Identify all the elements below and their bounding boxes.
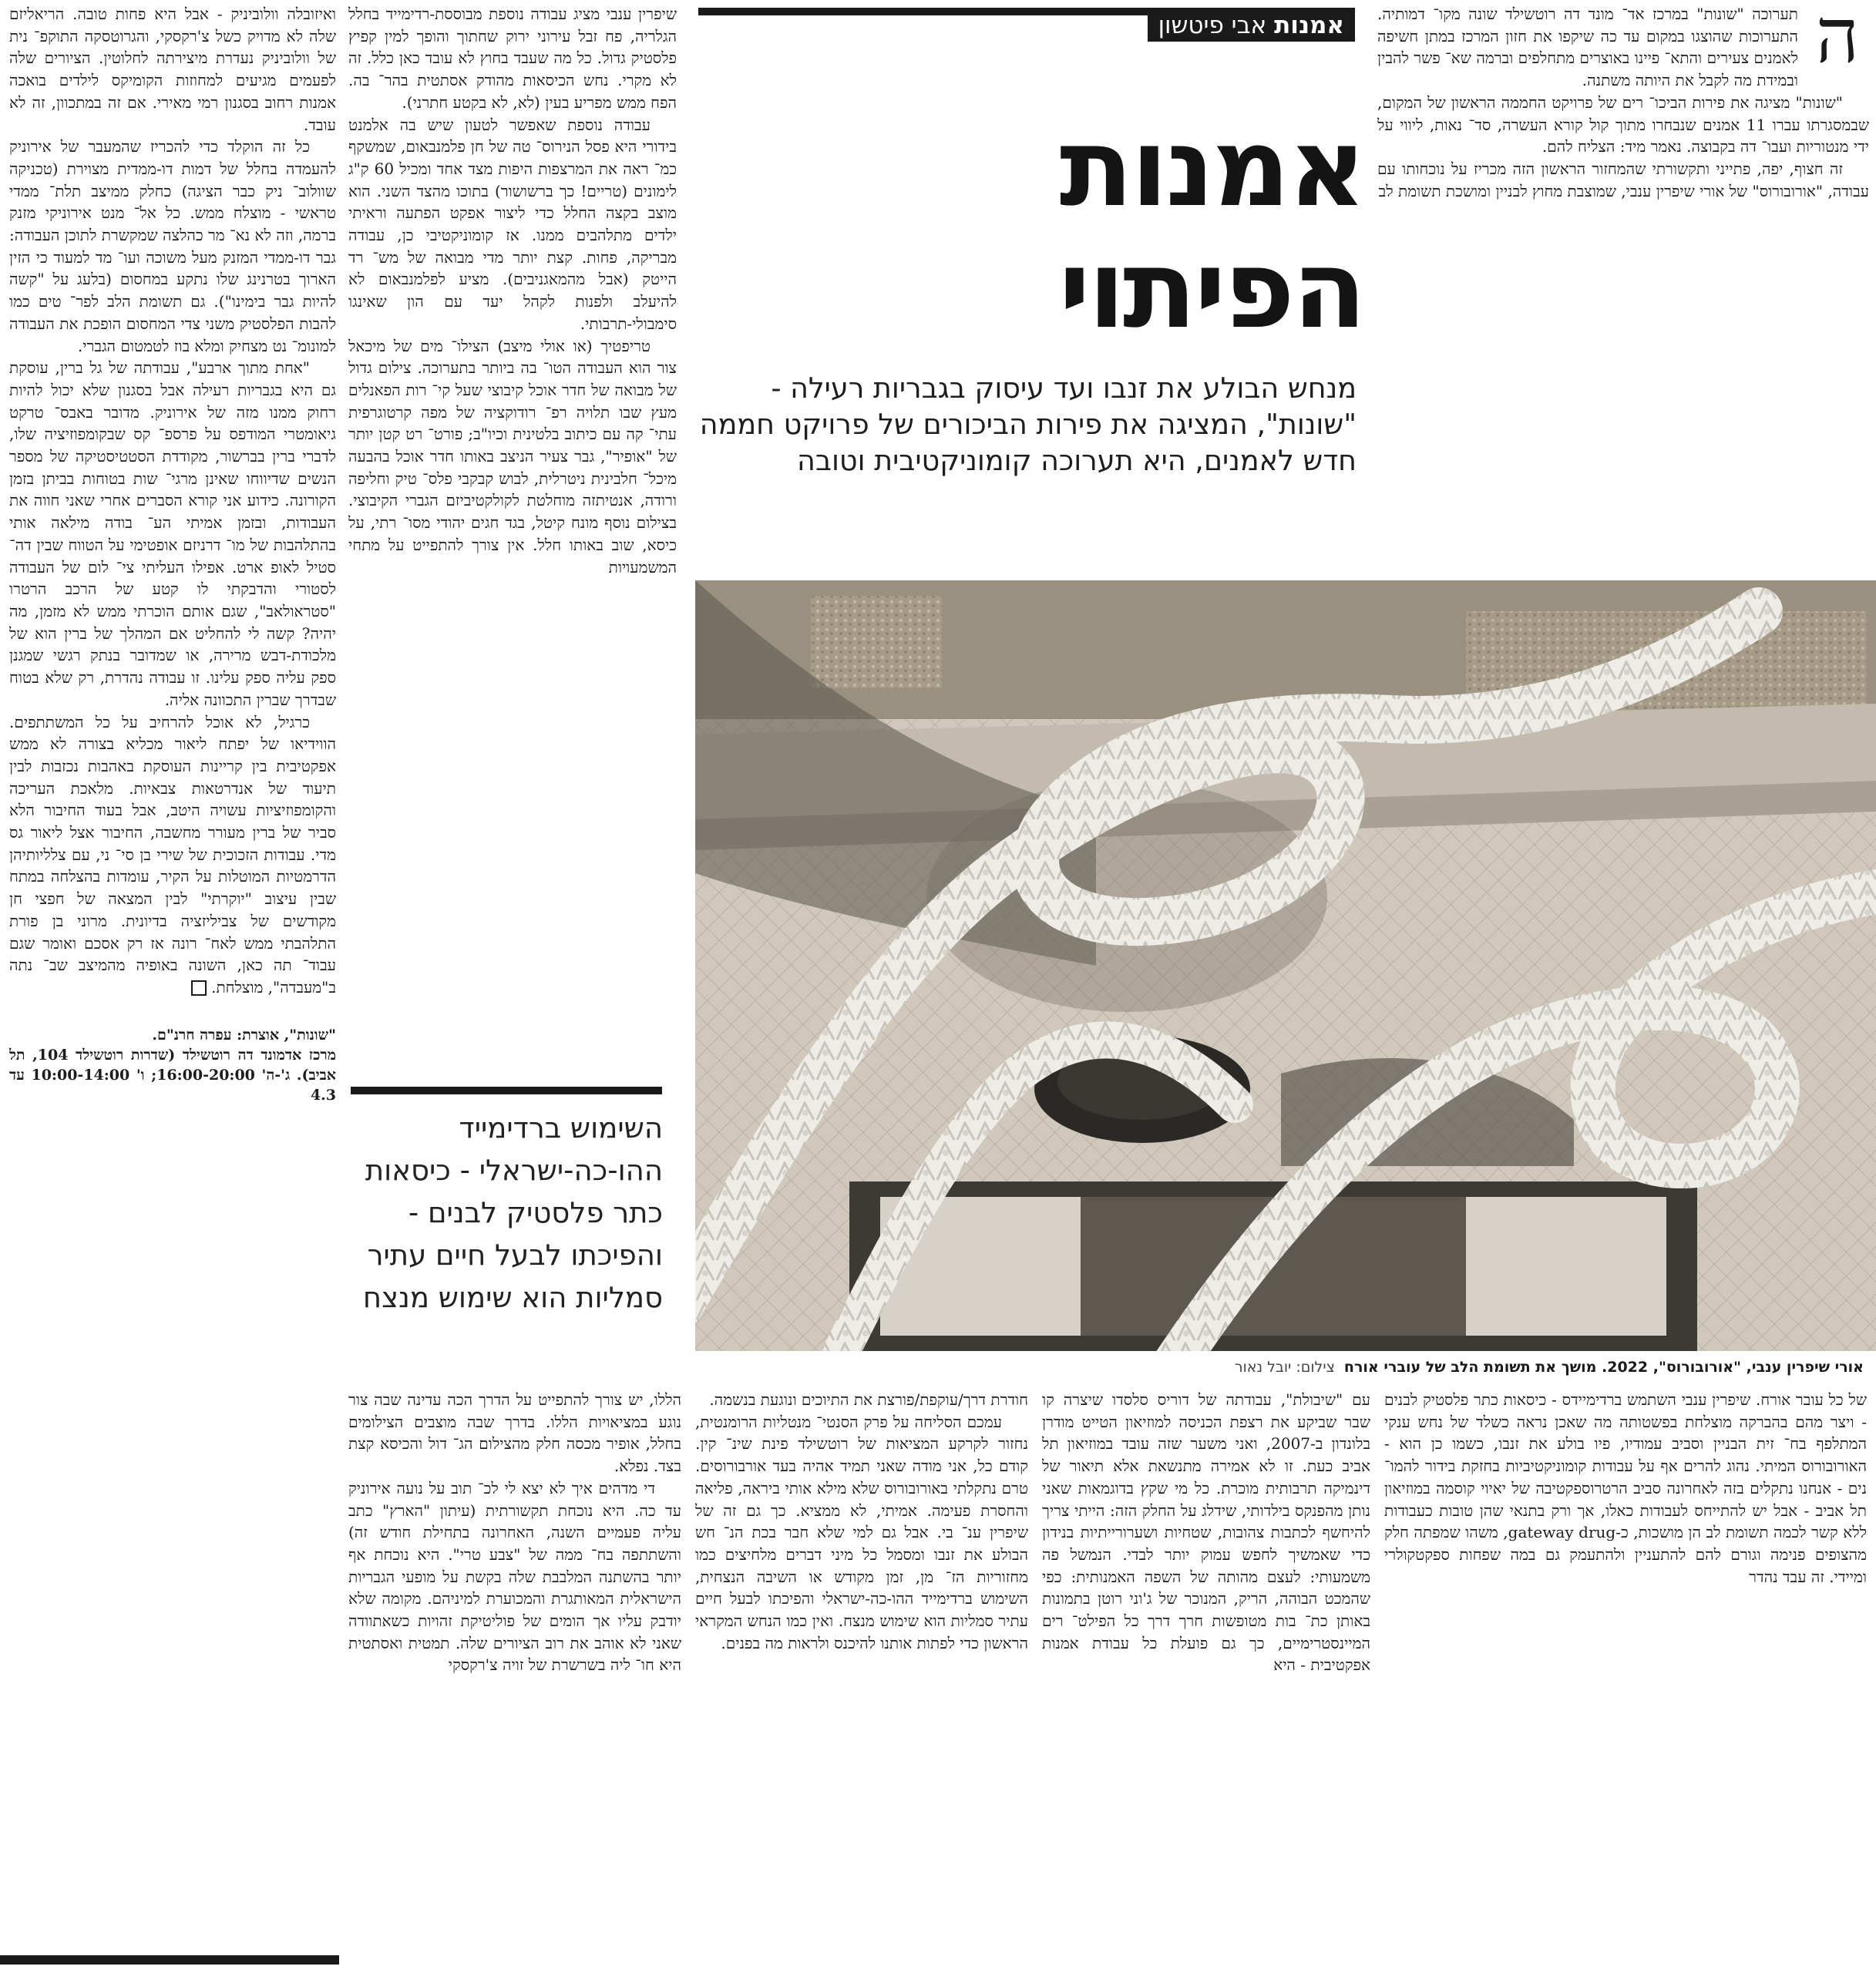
end-mark-icon	[191, 980, 207, 996]
paragraph-text: כרגיל, לא אוכל להרחיב על כל המשתתפים. הווידיאו של יפתח ליאור מכליא בצורה לא ממש אפקטיבית בין קריינות העוסקת באהבות נכזבות לבין תיעוד של אנדרטאות צבאיות. מלאכת העריכה והקומפוזיציות עשויה היטב, אבל בעוד החיבור הלא סביר של ברין מעורר מחשבה, החיבור אצל ליאור גס מדי. עבודות הזכוכית של שירי בן סי־ ני, עם צלליותיהן הדרמטיות המוטלות על הקיר, עומדות בהצלחה במתח שבין עיצוב "יוקרתי" לבין המצאה של חפצי חן מקודשים של צביליזציה בדיונית. מרוני בן פורת התלהבתי ממש לאח־ רונה אז רק אסכם ואומר שגם עבוד־ תה כאן, השונה באופיה מהמיצב שב־ נתה ב"מעבדה", מוצלחת.	[9, 712, 336, 997]
article-photo	[695, 580, 1876, 1351]
paragraph: עבודה נוספת שאפשר לטעון שיש בה אלמנט בידורי היא פסל הנירוס־ טה של חן פלמנבאום, שמשקף כמ־ ראה את המרצפות היפות מצד אחד ומכיל 60 ק"ג לימונים (טריים! כך ברשושור) בתוכו מהצד השני. הוא מוצב בקצה החלל כדי ליצור אפקט הפתעה וראיתי ילדים מתלהבים ממנו. אז קומוניקטיבי כן, עבודה מבריקה, פחות. קצת יותר מדי מבואה של מש־ רד הייטק (אבל מהמאגניבים). מציע לפלמנבאום לא להיעלב ולפנות לקהל יעד עם הון שאינגו סימבולי-תרבותי.	[348, 115, 677, 333]
paragraph: ואיזובלה וולוביניק - אבל היא פחות טובה. הריאליזם שלה לא מדויק כשל צ'רקסקי, והגרוטסקה התוקפ־ נית של וולוביניק נעדרת מיצירתה לחלוטין. הציורים שלה לפעמים מגיעים למחוזות הקומיקס לילדים בואכה אמנות רחוב בסגנון רמי מאירי. אם זה במתכוון, זה לא עובד.	[9, 5, 336, 134]
pull-quote-rule	[351, 1087, 662, 1094]
section-name: אמנות	[1274, 12, 1344, 39]
article-column-d	[1384, 1389, 1867, 1973]
credit-line-2: מרכז אדמונד דה רוטשילד (שדרות רוטשילד 104, תל אביב). ג'-ה' 16:00-20:00; ו' 10:00-14:00 עד 4.3	[9, 1046, 336, 1104]
subheadline: מנחש הבולע את זנבו ועד עיסוק בגבריות רעילה - "שונות", המציגה את פירות הביכורים של פרויקט חממה חדש לאמנים, היא תערוכה קומוניקטיבית וטובה	[699, 371, 1357, 477]
headline-line-1: אמנות	[1059, 106, 1364, 231]
headline	[886, 108, 1364, 351]
paragraph: של כל עובר אורח. שיפרין ענבי השתמש ברדימיידס - כיסאות כתר פלסטיק לבנים - ויצר מהם בהברקה מוצלחת בפשטותה מה שאכן נראה כשלד של נחש ענקי המתלפף בח־ זית הבניין וסביב עמודיו, פיו בולע את זנבו, כשמו כן הוא - האורובורוס המיתי. נהוג להרים אף על עבודות קומוניקטיביות בחזקת בידור להמו־ נים - אנחנו נתקלים בזה לאחרונה סביב הרטרוספקטיבה של יאיוי קוסמה במוזיאון תל אביב - אבל יש להתייחס לעבודות כאלו, אך ורק בתנאי שהן טובות כעבודות ללא קשר לכמה תשומת לב הן מושכות, כ-gateway drug, משהו שמפתה חלק מהצופים פנימה וגורם להם להתעניין ולהתעמק גם במה שפחות ספקטקולרי ומיידי. זה עבד נהדר	[1384, 1390, 1867, 1586]
page-bottom-rule	[0, 1955, 339, 1965]
paragraph: עמכם הסליחה על פרק הסנטי־ מנטליות הרומנטית, נחזור לקרקע המציאות של רוטשילד פינת שינ־ קין. קודם כל, אני מודה שאני תמיד אהיה בעד אורבורוסים. טרם נתקלתי באורובורוס שלא מילא אותי ביראה, פליאה והחסרת פעימה. אמיתי, לא ממציא. כך גם זה של שיפרין ענ־ בי. אבל גם למי שלא חבר בכת הנ־ חש הבולע את זנבו ומסמל כל מיני דברים מלחיצים כמו מחזוריות הז־ מן, זמן מקודש או השיבה הנצחית, השימוש ברדימייד ההו-כה-ישראלי והפיכתו לבעל חיים עתיר סמליות הוא שימוש מנצח. ואין כמו הנחש המקראי הראשון כדי לפתות אותנו להיכנס ולראות מה בפנים.	[695, 1412, 1028, 1652]
article-column-b	[348, 3, 677, 1062]
paragraph: הללו, יש צורך להתפייט על הדרך הכה עדינה שבה צור נוגע במציאויות הללו. בדרך שבה מוצבים הצילומים בחלל, אופיר מכסה חלק מהצילום הג־ דול והכיסא קצת בצד. נפלא.	[348, 1390, 681, 1476]
caption-text: אורי שיפרין ענבי, "אורובורוס", 2022. מושך את תשומת הלב של עוברי אורח	[1343, 1359, 1864, 1376]
paragraph: שיפרין ענבי מציג עבודה נוספת מבוססת-רדימייד בחלל הגלריה, פח זבל עירוני ירוק שחתוך והופך למין קפיץ פלסטיק גדול. כל מה שעבד בחוץ לא עובד כאן כלל. זה לא מקרי. נחש הכיסאות מהודק אסתטית בהר־ בה. הפח ממש מפריע בעין (לא, לא בקטע חתרני).	[348, 5, 677, 112]
article-column-a	[1377, 3, 1869, 556]
article-column-e	[1042, 1389, 1370, 1973]
exhibition-credit	[9, 1025, 336, 1105]
paragraph: זה חצוף, יפה, פתייני ותקשורתי שהמחזור הראשון הזה מכריז על נוכחותו עם עבודה, "אורובורוס" של אורי שיפרין ענבי, שמוצבת מחוץ לבניין ומושכת תשומת לב	[1377, 159, 1869, 200]
section-tag	[1148, 9, 1355, 42]
photo-caption	[692, 1356, 1864, 1378]
photo-credit: צילום: יובל נאור	[1234, 1359, 1335, 1376]
credit-line-1: "שונות", אוצרת: עפרה חרנ"ם.	[152, 1026, 336, 1044]
paragraph	[9, 711, 336, 999]
article-column-g	[348, 1389, 681, 1973]
paragraph: כל זה הוקלד כדי להכריז שהמעבר של אירוניק להעמדה בחלל של דמות דו-ממדית מצוירת (טכניקה שוולוב־ ניק כבר הציגה) כחלק ממיצב תלת־ ממדי טראשי - מוצלח ממש. כל אל־ מנט אירוניקי מזנק ברמה, וזה לא נא־ מר כהלצה שמקשרת לתוכן העבודה: גבר דו-ממדי המזנק מעל משוכה ועו־ מד למעוד כי הזין הארוך בטרנינג שלו נתקע במחסום (בלעג על "קשה להיות גבר בימינו"). גם תשומת הלב לפר־ טים כמו להבות הפלסטיק משני צדי המחסום הופכת את העבודה למונומ־ נט מצחיק ומלא בוז לטמטום הגברי.	[9, 137, 336, 355]
paragraph: עם "שיבולת", עבודתה של דוריס סלסדו שיצרה קו שבר שביקע את רצפת הכניסה למוזיאון הטייט מודרן בלונדון ב-2007, ואני משער שזה עובד במוזיאון תל אביב כעת. זו לא אמירה מתנשאת אלא תיאור של דינמיקה תרבותית מוכרת. כל מי שקץ בדוגמאות שאני נותן מהפנקס בילדותי, שידלג על החלק הזה: הייתי צריך להיחשף לכתבות צהובות, שטחיות ושערורייתיות בנידון כדי שאמשיך לחפש עמוק יותר לבדי. הנמשל פה משמעותי: לעצם מהותה של השפה האמנותית: כפי שהמכט הבוהה, הריק, המנוכר של ג'וני רוטן בתמונות באותן כת־ בות מטופשות חרך דרך כל הפילט־ רים המיינסטרימיים, כך גם פועלת כל עבודת אמנות אפקטיבית - היא	[1042, 1390, 1370, 1675]
headline-line-2: הפיתוי	[1058, 227, 1364, 353]
paragraph: "שונות" מציגה את פירות הביכו־ רים של פרויקט החממה הראשון של המקום, שבמסגרתו עברו 11 אמנים שנבחרו מתוך קול קורא העשרה, סד־ נאות, ליווי על ידי מנטוריות ועבו־ דה בקבוצה. נאמר מיד: הצליח להם.	[1377, 92, 1869, 156]
sculpture-photo-image	[695, 580, 1876, 1351]
article-column-f	[695, 1389, 1028, 1973]
drop-cap: ה	[1815, 3, 1860, 80]
paragraph: חודרת דרך/עוקפת/פורצת את התיוכים ונוגעת בנשמה.	[709, 1390, 1028, 1409]
paragraph: תערוכה "שונות" במרכז אד־ מונד דה רוטשילד שונה מקו־ דמותיה. התערוכות שהוצגו במקום עד כה שיקפו את חזון המרכז במתן חשיפה לאמנים צעירים והתא־ פיינו באוצרים מתחלפים וברמה שא־ פשר להבין ובמידת מה לקבל את היותה משתנה.	[1377, 5, 1798, 90]
paragraph: די מדהים איך לא יצא לי לכ־ תוב על נועה אירוניק עד כה. היא נוכחת תקשורתית (עיתון "הארץ" כתב עליה פעמיים השנה, האחרונה בתחילת חודש זה) והשתתפה בח־ ממה של "צבע טרי". היא נוכחת אף יותר בהשתנה המלבבת שלה בקשת על מופעי הגבריות הישראלית המאותגרת והמכוערת למיניהם. מקומה שלא יודבק עליו אך הומים של פוליטיקת זהויות כשאתוודה שאני לא אוהב את רוב הציורים שלה. תמטית ואסתטית היא חו־ ליה בשרשרת של זויה צ'רקסקי	[348, 1478, 681, 1675]
article-column-c	[9, 3, 336, 1945]
author-name: אבי פיטשון	[1158, 12, 1267, 39]
pull-quote: השימוש ברדימייד ההו-כה-ישראלי - כיסאות כתר פלסטיק לבנים - והפיכתו לבעל חיים עתיר סמליות הוא שימוש מנצח	[362, 1111, 663, 1314]
paragraph: טריפטיך (או אולי מיצב) הצילו־ מים של מיכאל צור הוא העבודה הטו־ בה ביותר בתערוכה. צילום גדול של מבואה של חדר אוכל קיבוצי שעל קי־ רות הפאנלים מעץ שבו תלויה רפ־ רודוקציה של מפה קרטוגרפית עתי־ קה עם כיתוב בלטינית וכיו"ב; פורט־ רט קטן יותר של "אופיר", גבר צעיר הניצב באותו חדר אוכל בהבעה מיכל־ חלבינית ניטרלית, לבוש קבקבי פלס־ טיק וחליפה ורודה, אנטיתזה מוחלטת לקולקטיביזם הגברי הקיבוצי. בצילום נוסף מונח קיטל, בגד חגים יהודי מסו־ רתי, על כיסא, שוב באותו חלל. אין צורך להתפייט על מתחי המשמעויות	[348, 336, 677, 576]
paragraph: "אחת מתוך ארבע", עבודתה של גל ברין, עוסקת גם היא בגבריות רעילה אבל בסגנון שלא יכול להיות רחוק ממנו מזה של אירוניק. מדובר באבס־ טרקט גיאומטרי המודפס על פרספ־ קס שבקומפוזיציה שלו, לדברי ברין בברשור, מקודדת הסטטיסטיקה של מספר הנשים שדיווחו שאינן מרגי־ שות בטוחות בביתן בזמן הקורונה. כידוע אני קורא הסברים אחרי שאני חווה את העבודות, ובזמן אמיתי הע־ בודה מילאה אותי בהתלהבות של מו־ דרניזם אופטימי על הטווח שבין דה־ סטיל לאופ ארט. אפילו העליתי צי־ לום של העבודה לסטורי והדבקתי לו קטע של הרכב הרטרו "סטראולאב", שגם אותם הוכרתי ממש לא מזמן, מה יהיה? קשה לי להחליט אם המהלך של ברין הוא של מלכודת-דבש מרירה, או שמדובר בנתק רגשי שמגנן ספק עליה ספק עלינו. זו עבודה נהדרת, רק שלא בטוח שבדרך שברין התכוונה אליה.	[9, 358, 336, 709]
